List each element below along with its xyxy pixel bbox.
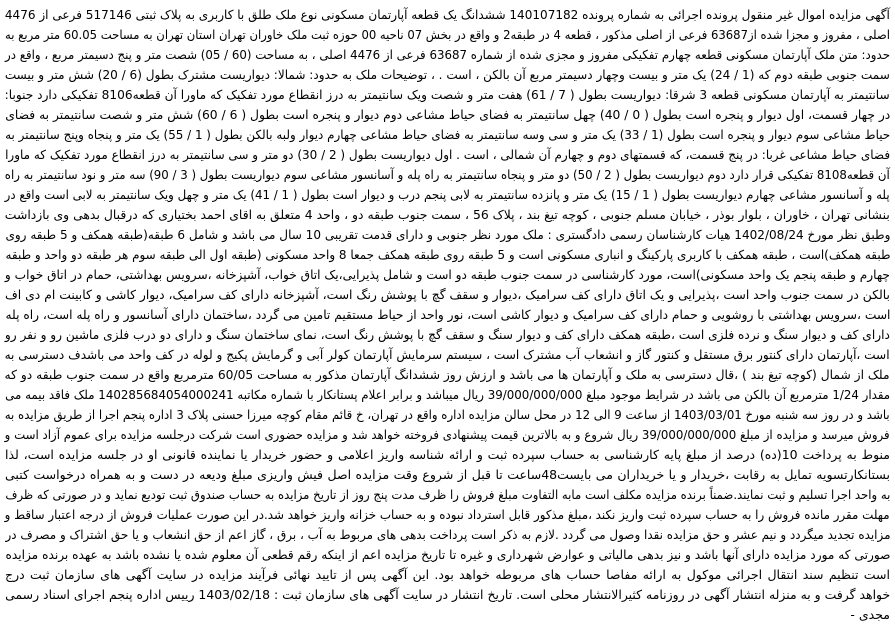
notice-line: [5, 525, 890, 545]
notice-line: [5, 225, 890, 245]
notice-line-text: حدود: متن ملک آپارتمان مسکونی قطعه چهارم تفکیکی مفروز و مجزی شده از شماره 63687 فرعی از 4476 اصلی ، به مساحت (60 / 05) شصت متر و پنج دسیمتر مربع ، واقع در: [5, 47, 890, 62]
notice-line-text: چهارم و طبقه پنجم یک واحد مسکونی)است، مورد کارشناسی در سمت جنوب طبقه دو است و شامل پذیرایی،یک اتاق خواب، آشپزخانه ،سرویس بهداشتی، حمام در اتاق خواب و: [5, 267, 890, 282]
notice-line-text: باشد و در روز سه شنبه مورخ 1403/03/01 از ساعت 9 الی 12 در محل سالن مزایده اداره واقع در تهران، خ قائم مقام کوچه میرزا حسنی پلاک 3 اداره پنجم اجرا از طریق مزایده به: [5, 407, 890, 422]
notice-line-text: است ،سرویس بهداشتی با روشویی و حمام دارای کف سرامیک و دیوار کاشی است، نور واحد از حیاط مستقیم تامین می گردد ،ساختمان دارای آسانسور و راه پله است، راه پله: [5, 307, 890, 322]
notice-line-text: صورتی که مورد مزایده دارای آنها باشد و نیز بدهی مالیاتی و عوارض شهرداری و غیره تا تاریخ مزایده اعم از اینکه رقم قطعی آن معلوم شده یا نشده باشد به عهده برنده مزایده: [5, 547, 890, 562]
notice-line: [5, 425, 890, 445]
notice-line-text: بستانکارتسویه تمایل به رقابت ،خریدار و یا خریداران می بایست48ساعت تا قبل از شروع وقت مزایده اصل فیش واریزی مبلغ ودیعه در دست و به همراه درخواست کتبی: [5, 467, 890, 482]
notice-line: [5, 165, 890, 185]
notice-line: [5, 65, 890, 85]
notice-line-text: است تنظیم سند انتقال اجرائی موکول به ارائه مفاصا حساب های مربوطه خواهد بود. این آگهی پس از تایید نهائی فرآیند مزایده در سایت آگهی های سازمان ثبت درج: [5, 567, 890, 582]
notice-line-text: در چهار قسمت، اول دیوار و پنجره است بطول ( 0 / 40) چهل سانتیمتر به فضای حیاط مشاعی دوم دیوار و پنجره است بطول ( 6 / 60) شش متر و شصت سانتیمتر به فضای: [5, 107, 890, 122]
notice-line-text: به واحد اجرا تسلیم و ثبت نمایند.ضمناً برنده مزایده مکلف است مابه التفاوت مبلغ فروش را ظرف مدت پنج روز از تاریخ مزایده به حساب صندوق ثبت تودیع نماید و در صورتی که ظرف: [5, 487, 890, 502]
notice-line: [5, 305, 890, 325]
notice-line: [5, 345, 890, 365]
notice-line-text: است ،آپارتمان دارای کنتور برق مستقل و کنتور گاز و انشعاب آب مشترک است ، سیستم سرمایش آپارتمان کولر آبی و گرمایش پکیج و لوله در کف واحد می باشدف دسترسی به: [5, 347, 890, 362]
notice-line: [5, 465, 890, 485]
notice-line-text: فروش میرسد و مزایده از مبلغ 39/000/000/000 ریال شروع و به بالاترین قیمت پیشنهادی فروخته خواهد شد و مزایده حضوری است شرکت درجلسه مزایده برای عموم آزاد است و: [5, 427, 890, 442]
notice-line: [5, 205, 890, 225]
notice-line: [5, 545, 890, 565]
notice-line-text: مهلت مقرر مانده فروش را به حساب سپرده ثبت واریز نکند ،مبلغ مذکور قابل استرداد نبوده و به حساب خزانه واریز خواهد شد.در این صورت عملیات فروش از درجه اعتبار ساقط و: [5, 507, 890, 522]
notice-line: [5, 145, 890, 165]
notice-line: [5, 325, 890, 345]
notice-line: [5, 45, 890, 65]
notice-line-text: مزایده تجدید میگردد و نیم عشر و حق مزایده نقدا وصول می گردد .لازم به ذکر است پرداخت بدهی های مربوط به آب ، برق ، گاز اعم از حق انشعاب و یا حق اشتراک و مصرف در: [5, 527, 890, 542]
notice-line-text: طبقه همکف)است ، طبقه همکف با کاربری پارکینگ و انباری مسکونی است و 5 طبقه روی طبقه همکف جمعا 8 واحد مسکونی (طبقه اول الی طبقه سوم هر طبقه دو واحد و طبقه: [5, 247, 890, 262]
notice-line-text: منوط به پرداخت 10(ده) درصد از مبلغ پایه کارشناسی به حساب سپرده ثبت و ارائه شناسه واریز اعلامی و حضور خریدار یا نماینده قانونی او در جلسه مزایده است، لذا: [5, 447, 890, 462]
notice-line-text: پله و آسانسور مشاعی چهارم دیواریست بطول ( 1 / 15) یک متر و پانزده سانتیمتر به لابی پنجم درب و دیوار است بطول ( 1 / 41) یک متر و چهل ویک سانتیمتر به لابی است واقع در: [5, 187, 890, 202]
notice-line-text: دارای کف و دیوار سنگ و نرده فلزی است ،طبقه همکف دارای کف و دیوار سنگ و سقف گچ با پوشش رنگ است، نمای ساختمان سنگ و دارای دو درب فلزی ماشین رو و نفر رو: [5, 327, 890, 342]
notice-line-text: بالکن در سمت جنوب واحد است ،پذیرایی و یک اتاق دارای کف سرامیک ،دیوار و سقف گچ با پوشش رنگ است، آشپزخانه دارای کف سرامیک، دیوار کاشی و کابینت ام دی اف: [5, 287, 890, 302]
notice-line-text: فضای حیاط مشاعی غربا: در پنج قسمت، که قسمتهای دوم و چهارم آن شمالی ، است . اول دیواریست بطول ( 2 / 30) دو متر و سی سانتیمتر به درز انقطاع مورد تفکیک که ماورا: [5, 147, 890, 162]
notice-line: [5, 25, 890, 45]
notice-line: [5, 445, 890, 465]
notice-line-text: اصلی ، مفروز و مجزا شده از63687 فرعی از اصلی مذکور ، قطعه 4 در طبقه2 و واقع در بخش 07 ناحیه 00 حوزه ثبت ملک خاوران تهران استان تهران به مساحت 60.05 متر مربع به: [5, 27, 890, 42]
notice-line-text: آگهی مزایده اموال غیر منقول پرونده اجرائی به شماره پرونده 140107182 ششدانگ یک قطعه آپارتمان مسکونی نوع ملک طلق با کاربری به پلاک ثبتی 517146 فرعی از 4476: [5, 7, 890, 22]
notice-line: [5, 505, 890, 525]
notice-line: [5, 285, 890, 305]
notice-line: [5, 385, 890, 405]
notice-line-text: سمت جنوبی طبقه دوم که (1 / 24) یک متر و بیست وچهار دسیمتر مربع آن بالکن ، است . ، توضیحات ملک به حدود: شمالا: دیواریست مشترک بطول (6 / 20) شش متر و بیست: [5, 67, 890, 82]
signature-line: [5, 605, 890, 625]
notice-line: [5, 365, 890, 385]
notice-line: [5, 565, 890, 585]
notice-line: [5, 245, 890, 265]
notice-line: [5, 85, 890, 105]
notice-line: [5, 125, 890, 145]
notice-line: [5, 5, 890, 25]
notice-line-text: سانتیمتر به آپارتمان مسکونی قطعه 3 شرقا: دیواریست بطول ( 7 / 61) هفت متر و شصت ویک سانتیمتر به درز انقطاع مورد تفکیک که ماورا آن قطعه8106 تفکیکی دارد جنوبا:: [5, 87, 890, 102]
notice-line-text: آن قطعه8108 تفکیکی قرار دارد دوم دیواریست بطول ( 2 / 50) دو متر و پنجاه سانتیمتر به راه پله و آسانسور مشاعی سوم دیواریست بطول ( 3 / 90) سه متر و نود سانتیمتر به راه: [5, 167, 890, 182]
notice-line-text: خواهد گرفت و به منزله انتشار آگهی در روزنامه کثیرالانتشار محلی است. تاریخ انتشار در سایت آگهی های سازمان ثبت : 1403/02/18 رییس اداره پنجم اجرای اسناد رسمی: [5, 587, 891, 602]
notice-line-text: وطبق نظر مورخ 1402/08/24 هیات کارشناسان رسمی دادگستری : ملک مورد نظر جنوبی و دارای قدمت تقریبی 10 سال می باشد و شامل 6 طبقه(طبقه همکف و 5 طبقه روی: [5, 227, 890, 242]
notice-line: [5, 585, 890, 605]
notice-line-text: مقدار 1/24 مترمربع آن بالکن می باشد در شرایط موجود مبلغ 39/000/000/000 ریال میباشد و برابر اعلام پستانکار با شماره مکاتبه 140285684054000241 ملک فاقد بیمه می: [5, 387, 890, 402]
notice-line: [5, 185, 890, 205]
notice-line-text: بنشانی تهران ، خاوران ، بلوار بوذر ، خیابان مسلم جنوبی ، کوچه تیغ بند ، پلاک 56 ، سمت جنوب طبقه دو ، واحد 4 متعلق به اقای احمد بختیاری که درقبال بدهی وی بازداشت: [5, 207, 890, 222]
signature-text: - مجدی: [850, 607, 890, 622]
notice-line-text: ملک از شمال (کوچه تیغ بند ) ،قال دسترسی به ملک و آپارتمان ها می باشد و ارزش روز ششدانگ آپارتمان مذکور به مساحت 60/05 مترمربع واقع در سمت جنوب طبقه دو که: [5, 367, 890, 382]
notice-line-text: حیاط مشاعی سوم دیوار و پنجره است بطول (1 / 33) یک متر و سی وسه سانتیمتر به فضای حیاط مشاعی چهارم دیوار ولبه بالکن بطول ( 1 / 55) یک متر و پنجاه وپنج سانتیمتر به: [5, 127, 890, 142]
notice-line: [5, 485, 890, 505]
notice-line: [5, 105, 890, 125]
notice-line: [5, 405, 890, 425]
notice-line: [5, 265, 890, 285]
